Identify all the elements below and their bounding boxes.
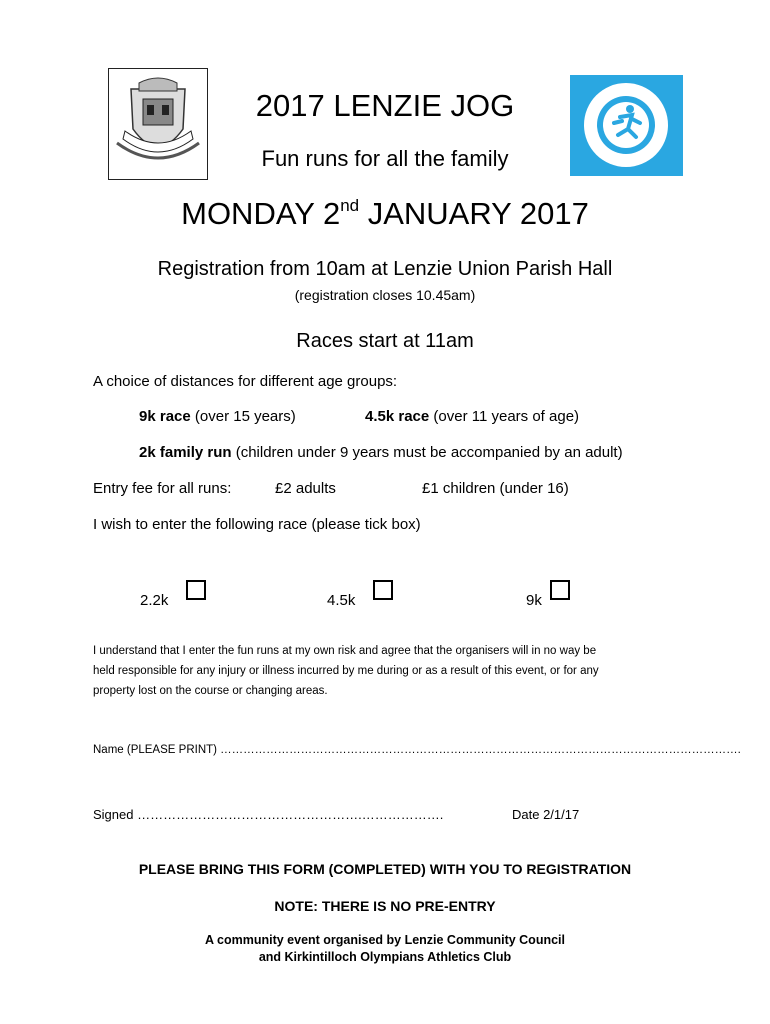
event-subtitle: Fun runs for all the family (261, 146, 509, 171)
race-9k (139, 408, 296, 425)
organiser-line-1: A community event organised by Lenzie Community Council (204, 933, 565, 947)
disclaimer-line-2: held responsible for any injury or illness incurred by me during or as a result of this event, or for any (93, 665, 599, 677)
event-date (0, 196, 770, 232)
option-9k-checkbox[interactable] (550, 580, 570, 600)
race-4-5k-desc: (over 11 years of age) (429, 408, 580, 425)
option-2-2k-checkbox[interactable] (186, 580, 206, 600)
choice-intro: A choice of distances for different age groups: (93, 373, 398, 390)
entry-fee-label: Entry fee for all runs: (93, 480, 232, 497)
organiser-line-2: and Kirkintilloch Olympians Athletics Club (258, 950, 512, 964)
event-title: 2017 LENZIE JOG (255, 88, 515, 123)
race-9k-label: 9k race (139, 408, 191, 425)
no-pre-entry-notice: NOTE: THERE IS NO PRE-ENTRY (274, 898, 496, 914)
race-4-5k (365, 408, 579, 425)
name-field[interactable]: Name (PLEASE PRINT) ………………………………………………………………………………………………………………………. (93, 744, 741, 756)
option-9k-label: 9k (526, 592, 542, 609)
bring-form-notice: PLEASE BRING THIS FORM (COMPLETED) WITH YOU TO REGISTRATION (138, 861, 632, 877)
race-4-5k-label: 4.5k race (365, 408, 430, 425)
entry-fee-children: £1 children (under 16) (422, 480, 569, 497)
disclaimer (93, 641, 693, 701)
race-2k-label: 2k family run (139, 444, 232, 461)
date-prefix: MONDAY 2 (181, 196, 341, 231)
entry-fee-adults: £2 adults (275, 480, 336, 497)
option-4-5k-checkbox[interactable] (373, 580, 393, 600)
races-start: Races start at 11am (296, 330, 474, 352)
date-suffix: nd (340, 195, 360, 215)
date-rest: JANUARY 2017 (359, 196, 589, 231)
race-2k (139, 444, 623, 461)
date-field: Date 2/1/17 (512, 807, 580, 822)
registration-line: Registration from 10am at Lenzie Union Parish Hall (157, 258, 613, 280)
race-9k-desc: (over 15 years) (190, 408, 296, 425)
enter-instruction: I wish to enter the following race (please tick box) (93, 516, 421, 533)
disclaimer-line-3: property lost on the course or changing areas. (93, 685, 328, 697)
option-2-2k-label: 2.2k (140, 592, 169, 609)
race-2k-desc: (children under 9 years must be accompanied by an adult) (231, 444, 623, 461)
signed-field[interactable]: Signed …………………………………………….………………. (93, 807, 444, 822)
option-4-5k-label: 4.5k (327, 592, 356, 609)
registration-closes: (registration closes 10.45am) (294, 287, 476, 303)
disclaimer-line-1: I understand that I enter the fun runs at my own risk and agree that the organisers will in no way be (93, 645, 597, 657)
